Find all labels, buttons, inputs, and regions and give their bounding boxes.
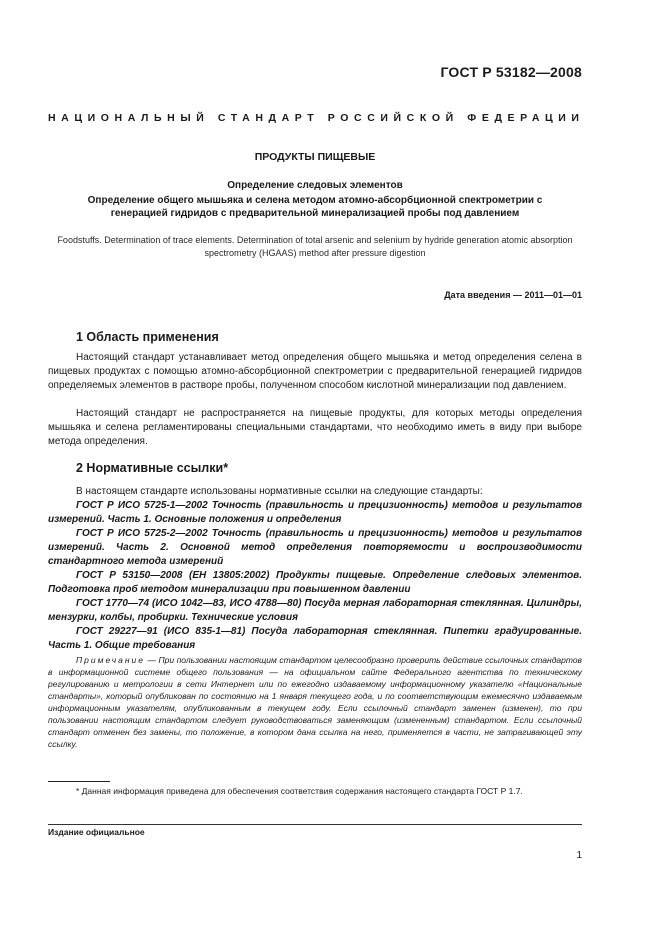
section-2-intro: В настоящем стандарте использованы нормативные ссылки на следующие стандарты: <box>76 486 483 497</box>
document-number: ГОСТ Р 53182—2008 <box>440 64 582 80</box>
reference-item: ГОСТ Р ИСО 5725-1—2002 Точность (правильность и прецизионность) методов и результатов измерений. Часть 1. Основные положения и определения <box>48 500 582 525</box>
title-main: ПРОДУКТЫ ПИЩЕВЫЕ <box>254 151 376 163</box>
introduction-date: Дата введения — 2011—01—01 <box>444 290 582 300</box>
section-2-heading: 2 Нормативные ссылки* <box>76 461 229 475</box>
title-english: Foodstuffs. Determination of trace elements. Determination of total arsenic and selenium by hydride generation atomic absorption spectrometry (HGAAS) method after pressure digestion <box>57 235 573 258</box>
title-subtitle: Определение следовых элементов <box>227 180 403 191</box>
reference-item: ГОСТ 29227—91 (ИСО 835-1—81) Посуда лабораторная стеклянная. Пипетки градуированные. Часть 1. Общие требования <box>48 626 582 651</box>
reference-item: ГОСТ Р 53150—2008 (ЕН 13805:2002) Продукты пищевые. Определение следовых элементов. Подготовка проб методом минерализации при повышенном давлении <box>48 570 582 595</box>
note-label: Примечание <box>76 655 145 665</box>
edition-divider <box>48 824 582 825</box>
edition-label: Издание официальное <box>48 827 145 837</box>
page-number: 1 <box>576 850 582 861</box>
section-1-paragraph-2: Настоящий стандарт не распространяется на пищевые продукты, для которых методы определения мышьяка и селена регламентированы специальными стандартами, что необходимо иметь в виду при выборе метода определения. <box>48 408 582 447</box>
footnote: * Данная информация приведена для обеспечения соответствия содержания настоящего стандарта ГОСТ Р 1.7. <box>76 786 523 796</box>
standard-banner: НАЦИОНАЛЬНЫЙ СТАНДАРТ РОССИЙСКОЙ ФЕДЕРАЦИИ <box>48 112 585 124</box>
title-long: Определение общего мышьяка и селена методом атомно-абсорбционной спектрометрии с генерацией гидридов с предварительной минерализацией пробы под давлением <box>87 195 543 219</box>
reference-item: ГОСТ 1770—74 (ИСО 1042—83, ИСО 4788—80) Посуда мерная лабораторная стеклянная. Цилиндры, мензурки, колбы, пробирки. Технические условия <box>48 598 582 623</box>
note <box>48 654 582 750</box>
footnote-divider <box>48 781 110 782</box>
section-1-paragraph-1: Настоящий стандарт устанавливает метод определения общего мышьяка и метод определения селена в пищевых продуктах с помощью атомно-абсорбционной спектрометрии с предварительной генерацией гидридов определяемых элементов в растворе пробы, полученном способом кислотной минерализации под давлением. <box>48 352 582 391</box>
references-list <box>48 499 582 653</box>
section-1-heading: 1 Область применения <box>76 330 219 344</box>
reference-item: ГОСТ Р ИСО 5725-2—2002 Точность (правильность и прецизионность) методов и результатов измерений. Часть 2. Основной метод определения повторяемости и воспроизводимости стандартного метода измерений <box>48 528 582 567</box>
note-text: — При пользовании настоящим стандартом целесообразно проверить действие ссылочных стандартов в информационной системе общего пользования — на официальном сайте Федерального агентства по техническому регулированию и метрологии в сети Интернет или по ежегодно издаваемому информационному указателю «Национальные стандарты», который опубликован по состоянию на 1 января текущего года, и по соответствующим ежемесячно издаваемым информационным указателям, опубликованным в текущем году. Если ссылочный стандарт заменен (изменен), то при пользовании настоящим стандартом следует руководствоваться заменяющим (измененным) стандартом. Если ссылочный стандарт отменен без замены, то положение, в котором дана ссылка на него, применяется в части, не затрагивающей эту ссылку. <box>48 655 582 749</box>
